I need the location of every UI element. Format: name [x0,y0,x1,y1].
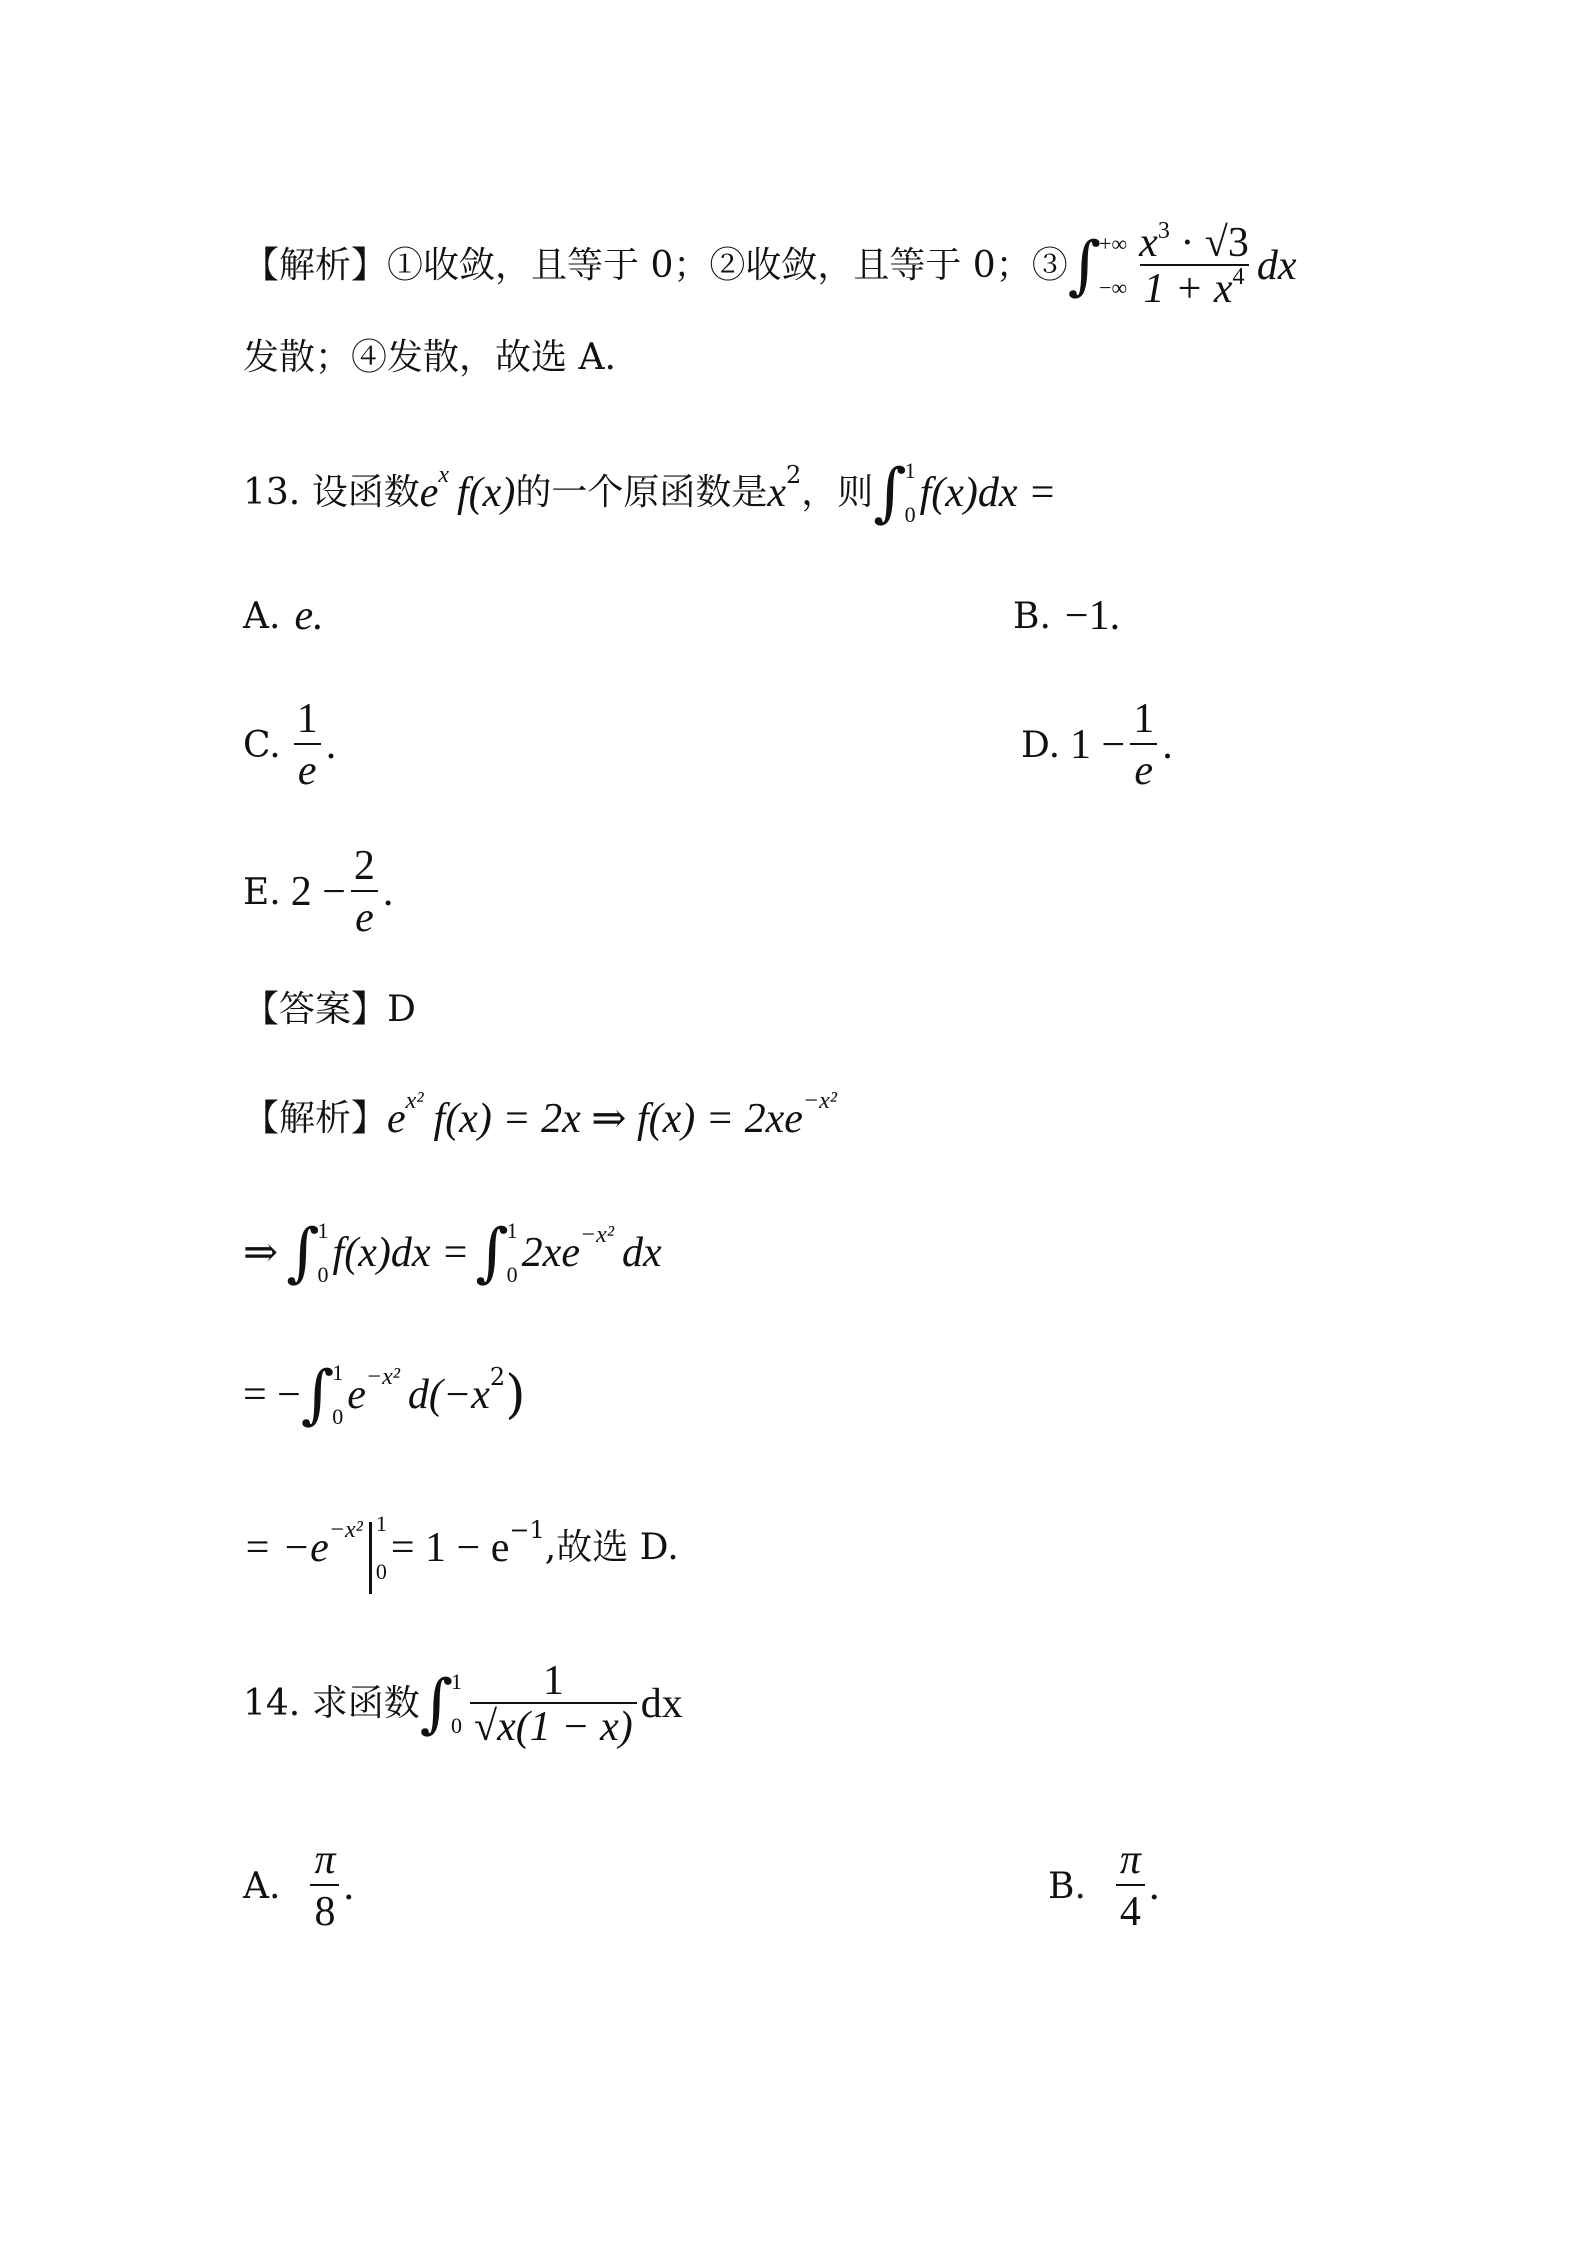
q13-analysis-step2: ⇒ ∫ 1 0 f(x)dx = ∫ 1 0 2xe −x² dx [243,1216,662,1290]
q13-analysis-step4: = −e −x² 1 0 = 1 − e −1 ,故选 D. [243,1512,679,1584]
integral-sign: ∫ [475,1216,509,1290]
prev-analysis-line [243,218,1297,312]
evaluation-bar [369,1522,372,1594]
integral-sign: ∫ [873,456,907,530]
option-e: E. 2 − $\frac{2}{e}$ . [243,843,394,941]
analysis-conclusion: 发散；④发散，故选 A. [243,337,616,378]
answer-label: 【答案】 [243,989,388,1030]
option-d: D. 1 − $\frac{1}{e}$ . [1021,696,1173,794]
prev-analysis-line2 [243,337,616,378]
fraction-numerator: $x^3 \cdot √3$ [1139,218,1249,266]
q14-option-b: B. $\frac{\pi}{4}$ . [1048,1837,1160,1935]
option-b: B. −1. [1013,593,1121,639]
q13-analysis-step1: 【解析】 e x² f(x) = 2x ⇒ f(x) = 2xe −x² [243,1088,837,1142]
q13-fx: f(x) [457,470,516,516]
q13-then: ，则 [801,472,874,513]
q13-analysis-step3: = − ∫ 1 0 e −x² d(−x 2 ) [243,1358,526,1432]
integral-lower: −∞ [1099,275,1128,300]
answer-value: D [387,989,416,1030]
integral-upper: +∞ [1099,231,1128,256]
q13-integrand: f(x)dx = [919,470,1057,516]
fraction-denominator: $1 + x^4$ [1140,264,1249,310]
integral-sign: ∫ [1067,229,1102,303]
q14-option-a: A. $\frac{\pi}{8}$ . [243,1837,354,1935]
integrand-fraction [1135,218,1253,312]
differential: dx [1256,243,1297,289]
integral-sign: ∫ [419,1667,454,1741]
integral-limits [1099,233,1127,299]
option-a: A. e. [243,593,324,639]
option-c: C. $\frac{1}{e}$ . [243,696,337,794]
integral-sign: ∫ [286,1216,320,1290]
integral-sign: ∫ [300,1358,335,1432]
analysis-label: 【解析】 [243,1098,388,1139]
question-14: 14. 求函数 ∫ 1 0 $\frac{1}{√x(1 - x)}$ dx [243,1658,683,1750]
answer-line [243,989,416,1030]
q13-e: e [419,470,439,516]
question-13: 13. 设函数 e x f(x) 的一个原函数是 x 2 ，则 ∫ 1 0 f(x)dx = [243,456,1057,530]
q13-middle: 的一个原函数是 [515,472,768,513]
analysis-label: 【解析】 [243,245,388,286]
q14-prefix: 14. 求函数 [243,1683,420,1724]
q13-prefix: 13. 设函数 [243,472,420,513]
analysis-text: ①收敛，且等于 0；②收敛，且等于 0；③ [387,245,1068,286]
